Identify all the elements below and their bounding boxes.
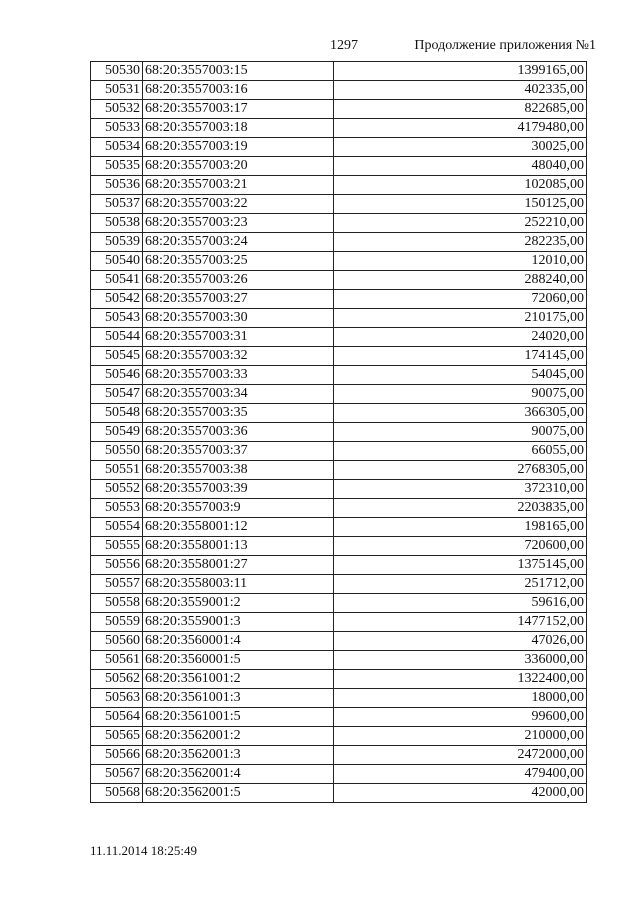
row-number-cell: 50567 [91, 765, 143, 784]
cadastral-value-cell: 150125,00 [334, 195, 587, 214]
cadastral-number-cell: 68:20:3557003:9 [143, 499, 334, 518]
cadastral-value-cell: 54045,00 [334, 366, 587, 385]
table-row [91, 442, 587, 461]
print-timestamp: 11.11.2014 18:25:49 [90, 843, 198, 858]
table-row [91, 195, 587, 214]
table-row [91, 784, 587, 803]
table-row [91, 62, 587, 81]
table-row [91, 556, 587, 575]
cadastral-number-cell: 68:20:3557003:15 [143, 62, 334, 81]
cadastral-number-cell: 68:20:3560001:4 [143, 632, 334, 651]
row-number-cell: 50545 [91, 347, 143, 366]
table-row [91, 214, 587, 233]
cadastral-value-cell: 72060,00 [334, 290, 587, 309]
table-row [91, 537, 587, 556]
cadastral-value-cell: 372310,00 [334, 480, 587, 499]
row-number-cell: 50561 [91, 651, 143, 670]
table-row [91, 765, 587, 784]
table-row [91, 480, 587, 499]
table-row [91, 689, 587, 708]
cadastral-value-cell: 210175,00 [334, 309, 587, 328]
table-row [91, 518, 587, 537]
table-row [91, 727, 587, 746]
row-number-cell: 50560 [91, 632, 143, 651]
row-number-cell: 50546 [91, 366, 143, 385]
table-row [91, 252, 587, 271]
cadastral-number-cell: 68:20:3558001:27 [143, 556, 334, 575]
row-number-cell: 50549 [91, 423, 143, 442]
row-number-cell: 50566 [91, 746, 143, 765]
table-row [91, 404, 587, 423]
row-number-cell: 50562 [91, 670, 143, 689]
row-number-cell: 50538 [91, 214, 143, 233]
cadastral-value-cell: 1477152,00 [334, 613, 587, 632]
table-row [91, 670, 587, 689]
cadastral-value-cell: 210000,00 [334, 727, 587, 746]
cadastral-value-cell: 48040,00 [334, 157, 587, 176]
cadastral-number-cell: 68:20:3558001:13 [143, 537, 334, 556]
table-row [91, 499, 587, 518]
row-number-cell: 50544 [91, 328, 143, 347]
cadastral-number-cell: 68:20:3557003:38 [143, 461, 334, 480]
cadastral-number-cell: 68:20:3562001:3 [143, 746, 334, 765]
cadastral-value-cell: 24020,00 [334, 328, 587, 347]
cadastral-number-cell: 68:20:3557003:32 [143, 347, 334, 366]
table-row [91, 461, 587, 480]
cadastral-value-cell: 2768305,00 [334, 461, 587, 480]
table-row [91, 328, 587, 347]
cadastral-number-cell: 68:20:3557003:25 [143, 252, 334, 271]
cadastral-number-cell: 68:20:3559001:3 [143, 613, 334, 632]
row-number-cell: 50555 [91, 537, 143, 556]
row-number-cell: 50553 [91, 499, 143, 518]
table-row [91, 746, 587, 765]
table-row [91, 157, 587, 176]
cadastral-number-cell: 68:20:3557003:22 [143, 195, 334, 214]
cadastral-number-cell: 68:20:3557003:35 [143, 404, 334, 423]
row-number-cell: 50557 [91, 575, 143, 594]
cadastral-number-cell: 68:20:3557003:30 [143, 309, 334, 328]
page-number: 1297 [330, 38, 358, 53]
row-number-cell: 50530 [91, 62, 143, 81]
cadastral-number-cell: 68:20:3557003:19 [143, 138, 334, 157]
row-number-cell: 50554 [91, 518, 143, 537]
table-row [91, 423, 587, 442]
cadastral-value-table [90, 61, 587, 803]
cadastral-value-cell: 47026,00 [334, 632, 587, 651]
cadastral-value-cell: 12010,00 [334, 252, 587, 271]
cadastral-number-cell: 68:20:3557003:33 [143, 366, 334, 385]
table-row [91, 100, 587, 119]
cadastral-number-cell: 68:20:3557003:39 [143, 480, 334, 499]
row-number-cell: 50563 [91, 689, 143, 708]
cadastral-value-cell: 18000,00 [334, 689, 587, 708]
row-number-cell: 50531 [91, 81, 143, 100]
cadastral-number-cell: 68:20:3560001:5 [143, 651, 334, 670]
cadastral-value-cell: 174145,00 [334, 347, 587, 366]
table-row [91, 176, 587, 195]
cadastral-value-cell: 90075,00 [334, 423, 587, 442]
row-number-cell: 50543 [91, 309, 143, 328]
cadastral-number-cell: 68:20:3557003:18 [143, 119, 334, 138]
cadastral-value-cell: 479400,00 [334, 765, 587, 784]
cadastral-value-cell: 336000,00 [334, 651, 587, 670]
row-number-cell: 50542 [91, 290, 143, 309]
table-row [91, 575, 587, 594]
cadastral-number-cell: 68:20:3561001:2 [143, 670, 334, 689]
table-row [91, 233, 587, 252]
row-number-cell: 50534 [91, 138, 143, 157]
cadastral-value-cell: 720600,00 [334, 537, 587, 556]
cadastral-value-cell: 198165,00 [334, 518, 587, 537]
row-number-cell: 50548 [91, 404, 143, 423]
cadastral-number-cell: 68:20:3561001:3 [143, 689, 334, 708]
cadastral-number-cell: 68:20:3557003:34 [143, 385, 334, 404]
cadastral-value-cell: 90075,00 [334, 385, 587, 404]
row-number-cell: 50568 [91, 784, 143, 803]
table-row [91, 290, 587, 309]
row-number-cell: 50536 [91, 176, 143, 195]
cadastral-value-cell: 2203835,00 [334, 499, 587, 518]
row-number-cell: 50551 [91, 461, 143, 480]
cadastral-value-cell: 1399165,00 [334, 62, 587, 81]
cadastral-number-cell: 68:20:3561001:5 [143, 708, 334, 727]
cadastral-value-cell: 59616,00 [334, 594, 587, 613]
row-number-cell: 50550 [91, 442, 143, 461]
table-row [91, 594, 587, 613]
cadastral-number-cell: 68:20:3557003:21 [143, 176, 334, 195]
cadastral-value-cell: 288240,00 [334, 271, 587, 290]
cadastral-number-cell: 68:20:3557003:36 [143, 423, 334, 442]
table-row [91, 271, 587, 290]
table-body [91, 62, 587, 803]
table-row [91, 81, 587, 100]
table-row [91, 385, 587, 404]
cadastral-value-cell: 822685,00 [334, 100, 587, 119]
cadastral-value-cell: 402335,00 [334, 81, 587, 100]
table-row [91, 632, 587, 651]
cadastral-value-cell: 251712,00 [334, 575, 587, 594]
row-number-cell: 50533 [91, 119, 143, 138]
row-number-cell: 50541 [91, 271, 143, 290]
cadastral-number-cell: 68:20:3557003:27 [143, 290, 334, 309]
table-row [91, 347, 587, 366]
row-number-cell: 50559 [91, 613, 143, 632]
cadastral-number-cell: 68:20:3559001:2 [143, 594, 334, 613]
cadastral-value-cell: 2472000,00 [334, 746, 587, 765]
row-number-cell: 50537 [91, 195, 143, 214]
row-number-cell: 50539 [91, 233, 143, 252]
table-row [91, 138, 587, 157]
cadastral-number-cell: 68:20:3557003:20 [143, 157, 334, 176]
cadastral-number-cell: 68:20:3557003:31 [143, 328, 334, 347]
row-number-cell: 50565 [91, 727, 143, 746]
table-row [91, 613, 587, 632]
table-row [91, 309, 587, 328]
cadastral-value-cell: 366305,00 [334, 404, 587, 423]
row-number-cell: 50552 [91, 480, 143, 499]
cadastral-value-cell: 4179480,00 [334, 119, 587, 138]
row-number-cell: 50556 [91, 556, 143, 575]
page-header [0, 36, 640, 58]
cadastral-number-cell: 68:20:3562001:2 [143, 727, 334, 746]
cadastral-value-cell: 1322400,00 [334, 670, 587, 689]
table-row [91, 708, 587, 727]
row-number-cell: 50532 [91, 100, 143, 119]
table-row [91, 119, 587, 138]
row-number-cell: 50547 [91, 385, 143, 404]
cadastral-value-cell: 66055,00 [334, 442, 587, 461]
cadastral-value-cell: 42000,00 [334, 784, 587, 803]
cadastral-value-cell: 1375145,00 [334, 556, 587, 575]
row-number-cell: 50564 [91, 708, 143, 727]
row-number-cell: 50558 [91, 594, 143, 613]
appendix-continuation-title: Продолжение приложения №1 [414, 38, 596, 53]
table-row [91, 651, 587, 670]
cadastral-number-cell: 68:20:3557003:16 [143, 81, 334, 100]
cadastral-number-cell: 68:20:3557003:24 [143, 233, 334, 252]
row-number-cell: 50540 [91, 252, 143, 271]
cadastral-value-cell: 30025,00 [334, 138, 587, 157]
cadastral-number-cell: 68:20:3557003:26 [143, 271, 334, 290]
cadastral-number-cell: 68:20:3558001:12 [143, 518, 334, 537]
cadastral-number-cell: 68:20:3558003:11 [143, 575, 334, 594]
cadastral-number-cell: 68:20:3557003:23 [143, 214, 334, 233]
cadastral-value-cell: 282235,00 [334, 233, 587, 252]
cadastral-value-cell: 252210,00 [334, 214, 587, 233]
row-number-cell: 50535 [91, 157, 143, 176]
cadastral-value-cell: 102085,00 [334, 176, 587, 195]
cadastral-number-cell: 68:20:3557003:37 [143, 442, 334, 461]
table-row [91, 366, 587, 385]
cadastral-number-cell: 68:20:3557003:17 [143, 100, 334, 119]
cadastral-value-cell: 99600,00 [334, 708, 587, 727]
cadastral-number-cell: 68:20:3562001:4 [143, 765, 334, 784]
cadastral-number-cell: 68:20:3562001:5 [143, 784, 334, 803]
